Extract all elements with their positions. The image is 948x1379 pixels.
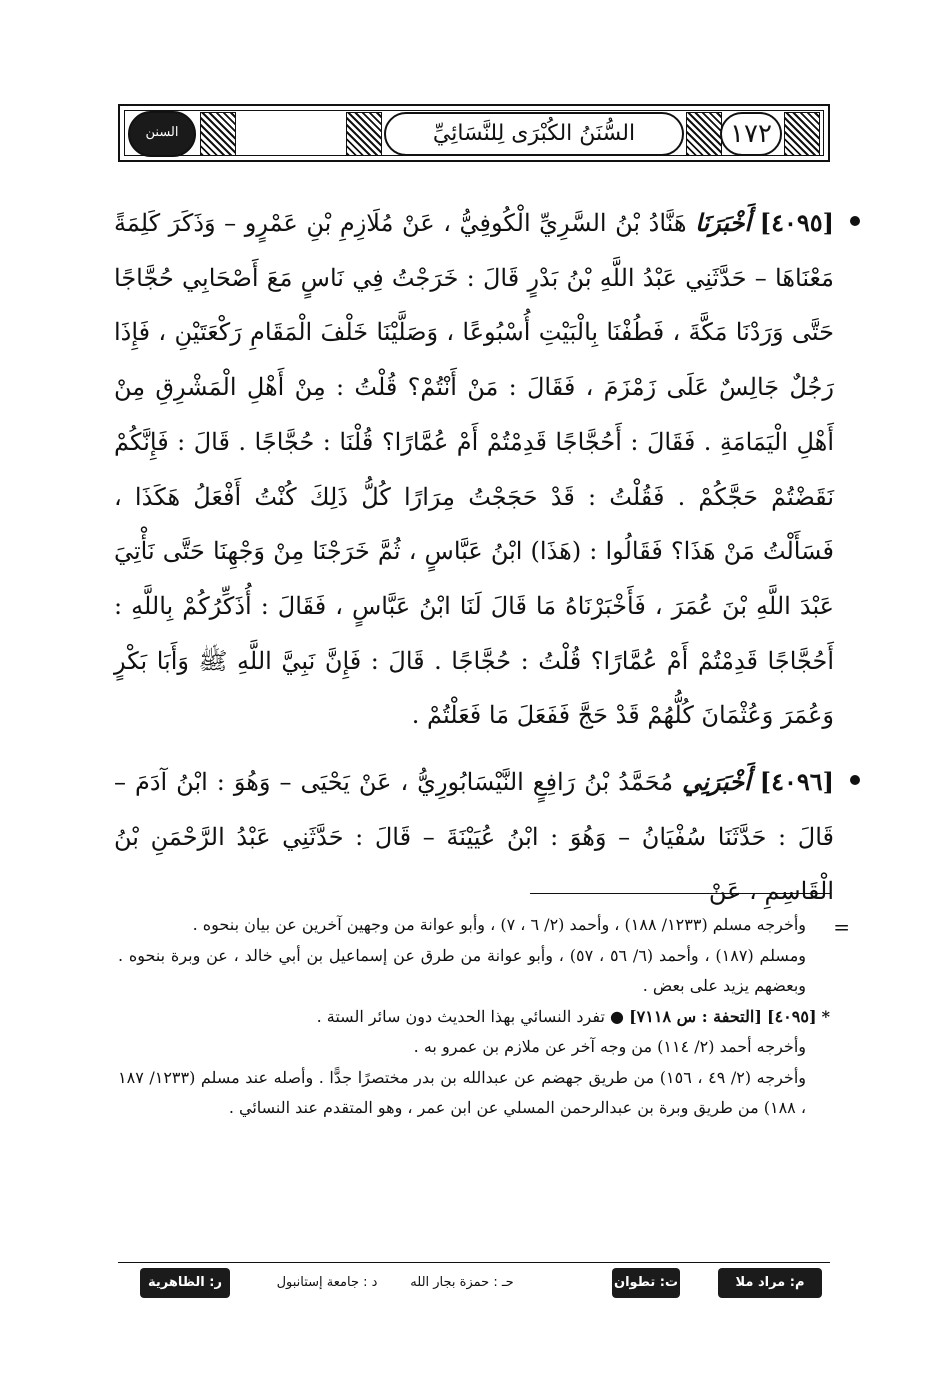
footnotes xyxy=(118,910,850,1124)
footnote-line: وأخرجه أحمد (٢/ ١١٤) من وجه آخر عن ملازم بن عمرو به . xyxy=(413,1037,806,1056)
manuscript-tag: م: مراد ملا xyxy=(718,1268,822,1298)
manuscript-tag: ت: تطوان xyxy=(612,1268,680,1298)
bullet-icon: ● xyxy=(610,1006,624,1026)
bullet-icon xyxy=(850,775,860,785)
hadith-text: مُحَمَّدُ بْنُ رَافِعٍ النَّيْسَابُورِيُّ ، عَنْ يَحْيَى – وَهُوَ : ابْنُ آدَمَ – قَالَ : حَدَّثَنَا سُفْيَانُ – وَهُوَ : ابْنُ عُيَيْنَةَ – قَالَ : حَدَّثَنِي عَبْدُ الرَّحْمَنِ بْنُ الْقَاسِمِ ، عَنْ xyxy=(114,768,834,906)
hadith-lead-word: أَخْبَرَنَا xyxy=(695,208,752,237)
hadith-number: [٤٠٩٥] xyxy=(759,208,834,237)
book-medallion xyxy=(128,111,196,180)
manuscript-tag: ر: الظاهرية xyxy=(140,1268,230,1298)
hadith-4096 xyxy=(114,755,834,919)
manuscript-label: حـ : حمزة بجار الله xyxy=(410,1275,514,1290)
footnote-separator xyxy=(530,893,830,894)
tuhfa-note: تفرد النسائي بهذا الحديث دون سائر الستة . xyxy=(316,1006,605,1026)
hadith-number: [٤٠٩٦] xyxy=(759,767,835,797)
page-number: ١٧٢ xyxy=(720,112,782,156)
ornament-icon xyxy=(686,112,722,156)
star-icon: * xyxy=(821,1006,830,1026)
main-text xyxy=(114,196,834,919)
ornament-icon xyxy=(346,112,382,156)
medallion-text: السنن الكبرى xyxy=(143,125,181,180)
footnote-line: ومسلم (١٨٧) ، وأحمد (٦/ ٥٦ ، ٥٧) ، وأبو عوانة من طرق عن إسماعيل بن أبي خالد ، عن وبرة بنحوه . وبعضهم يزيد على بعض . xyxy=(118,945,806,995)
footnote-tuhfa-line xyxy=(118,1002,830,1033)
continuation-mark: = xyxy=(833,915,850,939)
book-title: السُّنَنُ الكُبْرَى لِلنَّسَائِيِّ xyxy=(384,112,684,156)
manuscript-label: د : جامعة إستانبول xyxy=(276,1275,378,1290)
ornament-icon xyxy=(200,112,236,156)
footnote-ref-number: [٤٠٩٥] xyxy=(767,1006,817,1026)
hadith-text: هَنَّادُ بْنُ السَّرِيِّ الْكُوفِيُّ ، عَنْ مُلَازِمِ بْنِ عَمْرٍو – وَذَكَرَ كَلِمَةً مَعْنَاهَا – حَدَّثَنِي عَبْدُ اللَّهِ بْنُ بَدْرٍ قَالَ : خَرَجْتُ فِي نَاسٍ مَعَ أَصْحَابِي حُجَّاجًا حَتَّى وَرَدْنَا مَكَّةَ ، فَطُفْنَا بِالْبَيْتِ أُسْبُوعًا ، وَصَلَّيْنَا خَلْفَ الْمَقَامِ رَكْعَتَيْنِ ، فَإِذَا رَجُلٌ جَالِسٌ عَلَى زَمْزَمَ ، فَقَالَ : مَنْ أَنْتُمْ؟ قُلْتُ : مِنْ أَهْلِ الْمَشْرِقِ مِنْ أَهْلِ الْيَمَامَةِ . فَقَالَ : أَحُجَّاجًا قَدِمْتُمْ أَمْ عُمَّارًا؟ قُلْنَا : حُجَّاجًا . قَالَ : فَإِنَّكُمْ نَقَضْتُمْ حَجَّكُمْ . فَقُلْتُ : قَدْ حَجَجْتُ مِرَارًا كُلُّ ذَلِكَ كُنْتُ أَفْعَلُ هَكَذَا ، فَسَأَلْتُ مَنْ هَذَا؟ فَقَالُوا : (هَذَا) ابْنُ عَبَّاسٍ ، ثُمَّ خَرَجْنَا مِنْ وَجْهِنَا حَتَّى نَأْتِيَ عَبْدَ اللَّهِ بْنَ عُمَرَ ، فَأَخْبَرْنَاهُ مَا قَالَ لَنَا ابْنُ عَبَّاسٍ ، فَقَالَ : أُذَكِّرُكُمْ بِاللَّهِ : أَحُجَّاجًا قَدِمْتُمْ أَمْ عُمَّارًا؟ قُلْتُ : حُجَّاجًا . قَالَ : فَإِنَّ نَبِيَّ اللَّهِ ﷺ وَأَبَا بَكْرٍ وَعُمَرَ وَعُثْمَانَ كُلُّهُمْ قَدْ حَجَّ فَفَعَلَ مَا فَعَلْتُمْ . xyxy=(114,209,834,730)
bullet-icon xyxy=(850,216,860,226)
tuhfa-reference: [التحفة : س ٧١١٨] xyxy=(629,1006,762,1026)
page-header xyxy=(118,104,830,180)
footnote-line: وأخرجه مسلم (١٢٣٣/ ١٨٨) ، وأحمد (٢/ ٦ ، ٧) ، وأبو عوانة من وجهين آخرين عن بيان بنحوه . xyxy=(192,915,806,934)
ornament-icon xyxy=(784,112,820,156)
footer-rule xyxy=(118,1262,830,1263)
footnote-line: وأخرجه (٢/ ٤٩ ، ١٥٦) من طريق جهضم عن عبدالله بن بدر مختصرًا جدًّا . وأصله عند مسلم (١٢٣٣/ ١٨٧ ، ١٨٨) من طريق وبرة بن عبدالرحمن المسلي عن ابن عمر ، وهو المتقدم عند النسائي . xyxy=(118,1067,806,1117)
hadith-lead-word: أَخْبَرَنِي xyxy=(682,767,751,797)
hadith-4095 xyxy=(114,196,834,743)
